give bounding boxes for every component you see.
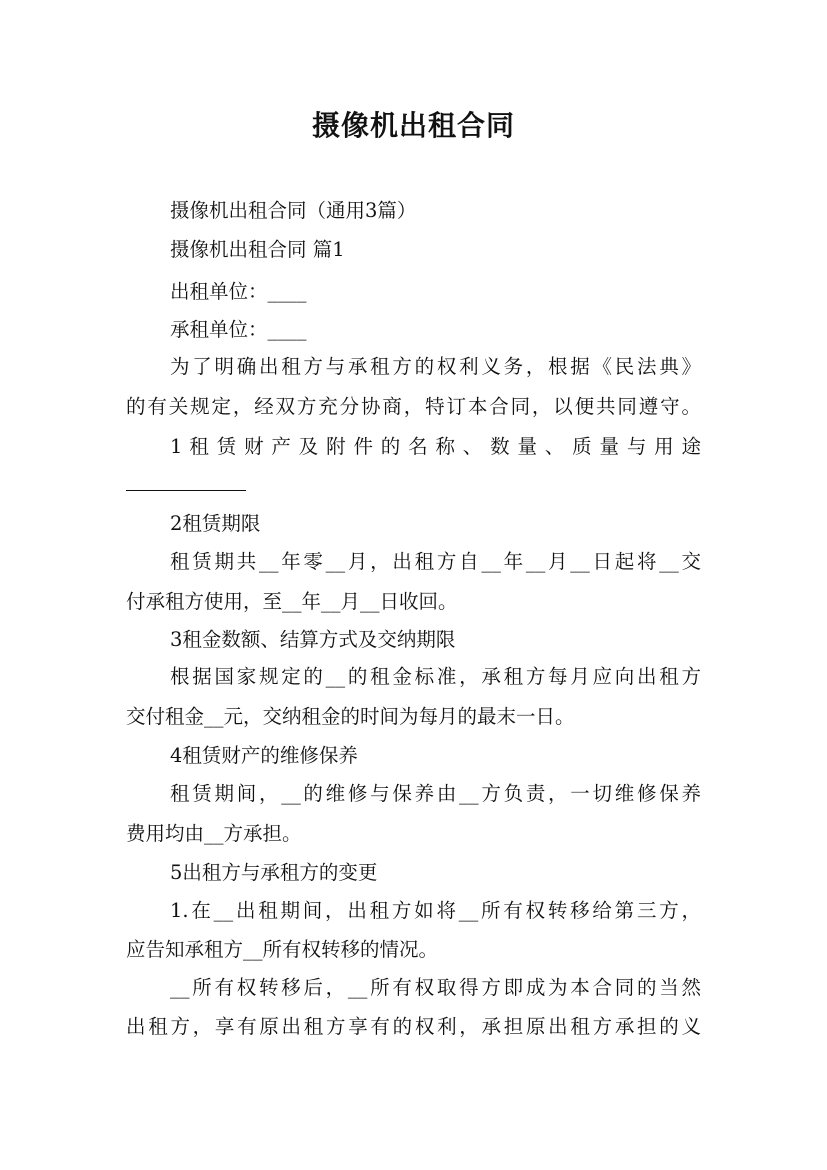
paragraph-line: 费用均由__方承担。 <box>126 822 302 845</box>
paragraph-line: 付承租方使用，至__年__月__日收回。 <box>126 590 458 613</box>
paragraph-line: 租赁期共__年零__月，出租方自__年__月__日起将__交 <box>170 550 701 573</box>
paragraph-line: 为了明确出租方与承租方的权利义务，根据《民法典》 <box>170 355 701 378</box>
paragraph-line: 出租方，享有原出租方享有的权利，承担原出租方承担的义 <box>126 1015 701 1038</box>
section-heading-3: 3租金数额、结算方式及交纳期限 <box>170 628 456 651</box>
document-title: 摄像机出租合同 <box>311 109 515 142</box>
paragraph-line: 应告知承租方__所有权转移的情况。 <box>126 938 439 961</box>
paragraph-line: 的有关规定，经双方充分协商，特订本合同，以便共同遵守。 <box>126 395 701 418</box>
section-heading-1: 1 租 赁 财 产 及 附 件 的 名 称 、 数 量 、 质 量 与 用 途 <box>170 435 701 458</box>
section-heading-5: 5出租方与承租方的变更 <box>170 861 378 884</box>
lessor-line: 出租单位：____ <box>170 280 307 303</box>
section-heading-4: 4租赁财产的维修保养 <box>170 744 358 767</box>
contract-heading: 摄像机出租合同（通用3篇） <box>170 199 417 222</box>
contract-subheading: 摄像机出租合同 篇1 <box>170 238 345 261</box>
lessee-line: 承租单位：____ <box>170 318 307 341</box>
paragraph-line: 租赁期间，__的维修与保养由__方负责，一切维修保养 <box>170 782 701 805</box>
section-heading-2: 2租赁期限 <box>170 512 261 535</box>
paragraph-line: 1.在__出租期间，出租方如将__所有权转移给第三方， <box>170 899 701 922</box>
blank-underline <box>126 490 246 491</box>
paragraph-line: 根据国家规定的__的租金标准，承租方每月应向出租方 <box>170 665 701 688</box>
paragraph-line: 交付租金__元，交纳租金的时间为每月的最末一日。 <box>126 705 575 728</box>
paragraph-line: __所有权转移后，__所有权取得方即成为本合同的当然 <box>170 976 701 999</box>
